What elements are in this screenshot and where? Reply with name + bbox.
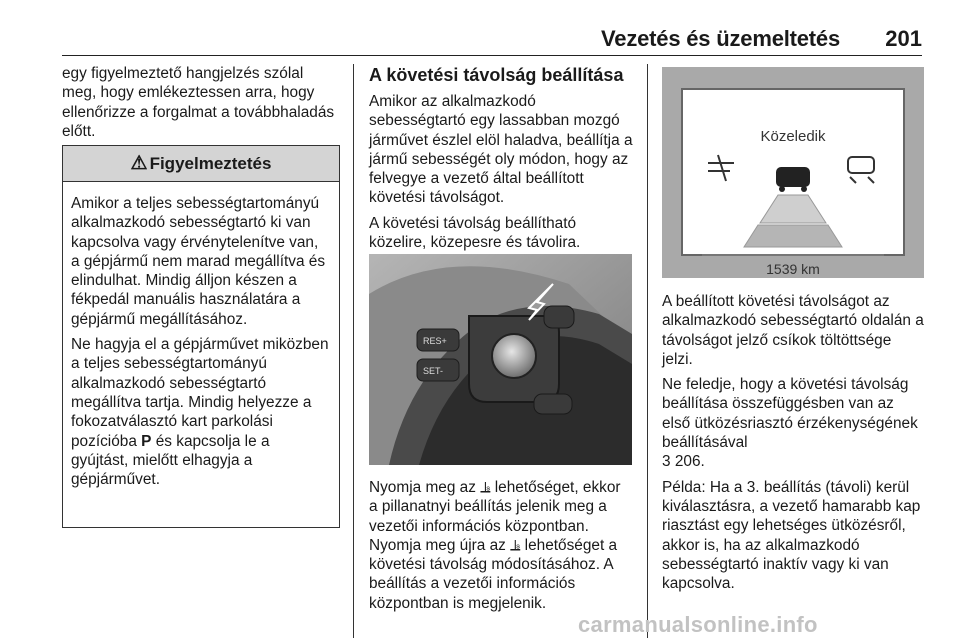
column-divider [647, 64, 648, 638]
control-knob [492, 334, 536, 378]
display-label: Közeledik [760, 128, 826, 145]
warning-body [63, 182, 339, 489]
paragraph-3: Nyomja meg az ⫡ lehetőséget, ekkor a pillanatnyi beállítás jelenik meg a vezetői információs központban. Nyomja meg újra az ⫡ lehetőséget a követési távolság módosításához. A beállítás a vezetői információs központban is megjelenik. [369, 479, 621, 612]
chapter-title: Vezetés és üzemeltetés [601, 26, 840, 51]
steering-wheel-photo [369, 254, 632, 465]
warning-header [63, 146, 339, 182]
column-1 [62, 64, 340, 147]
set-label: SET- [423, 366, 444, 376]
page-header [62, 22, 922, 56]
gap-bar-2 [744, 225, 842, 247]
paragraph-2: Ne feledje, hogy a követési távolság beállítása összefüggésben van az első ütközésriasztó érzékenységének beállításával 3 206. [662, 376, 918, 471]
gap-icon: ⫡ [480, 479, 491, 496]
gap-icon: ⫡ [510, 536, 521, 554]
info-display-illustration [662, 67, 924, 278]
cross-reference: 3 206. [662, 453, 705, 471]
column-2-lower [369, 478, 633, 619]
column-3 [662, 292, 926, 599]
intro-paragraph: egy figyelmeztető hangjelzés szólal meg, hogy emlékeztessen arra, hogy ellenőrizze a forgalmat a továbbhaladás előtt. [62, 65, 335, 140]
column-divider [353, 64, 354, 638]
paragraph-2: A követési távolság beállítható közelire, közepesre és távolira. [369, 214, 581, 252]
section-heading: A követési távolság beállítása [369, 65, 624, 85]
watermark: carmanualsonline.info [578, 612, 818, 637]
steering-wheel-illustration [369, 254, 632, 465]
paragraph-3: Példa: Ha a 3. beállítás (távoli) kerül kiválasztásra, a vezető hamarabb kap riasztást egy lehetséges ütközésről, akkor is, ha az alkalmazkodó sebességtartó inaktív vagy ki van kapcsolva. [662, 478, 921, 593]
res-label: RES+ [423, 336, 447, 346]
paragraph-1: A beállított követési távolságot az alkalmazkodó sebességtartó oldalán a távolságot jelző csíkok töltöttsége jelzi. [662, 293, 924, 368]
page-number: 201 [885, 26, 922, 51]
column-2 [369, 64, 633, 258]
warning-paragraph-1: Amikor a teljes sebességtartományú alkalmazkodó sebességtartó ki van kapcsolva vagy érvénytelenítve van, a gépjármű nem marad megállítva és elindulhat. Mindig álljon készen a fékpedál manuális használatára a gépjármű megállításához. [71, 195, 326, 328]
warning-paragraph-2: Ne hagyja el a gépjárművet miközben a teljes sebességtartományú alkalmazkodó sebességtartó megállítva tartja. Mindig helyezze a fokozatválasztó kart parkolási pozícióba P és kapcsolja le a gyújtást, mielőtt elhagyja a gépjárművet. [71, 336, 329, 489]
warning-triangle-icon: ⚠ [130, 153, 148, 174]
paragraph-1: Amikor az alkalmazkodó sebességtartó egy lassabban mozgó járművet észlel elöl haladva, beállítja a jármű sebességét oly módon, hogy az felvegye a vezető által beállított követési távolságot. [369, 93, 633, 207]
odometer-value: 1539 km [766, 261, 820, 277]
warning-title: Figyelmeztetés [149, 153, 272, 173]
warning-box [62, 145, 340, 528]
